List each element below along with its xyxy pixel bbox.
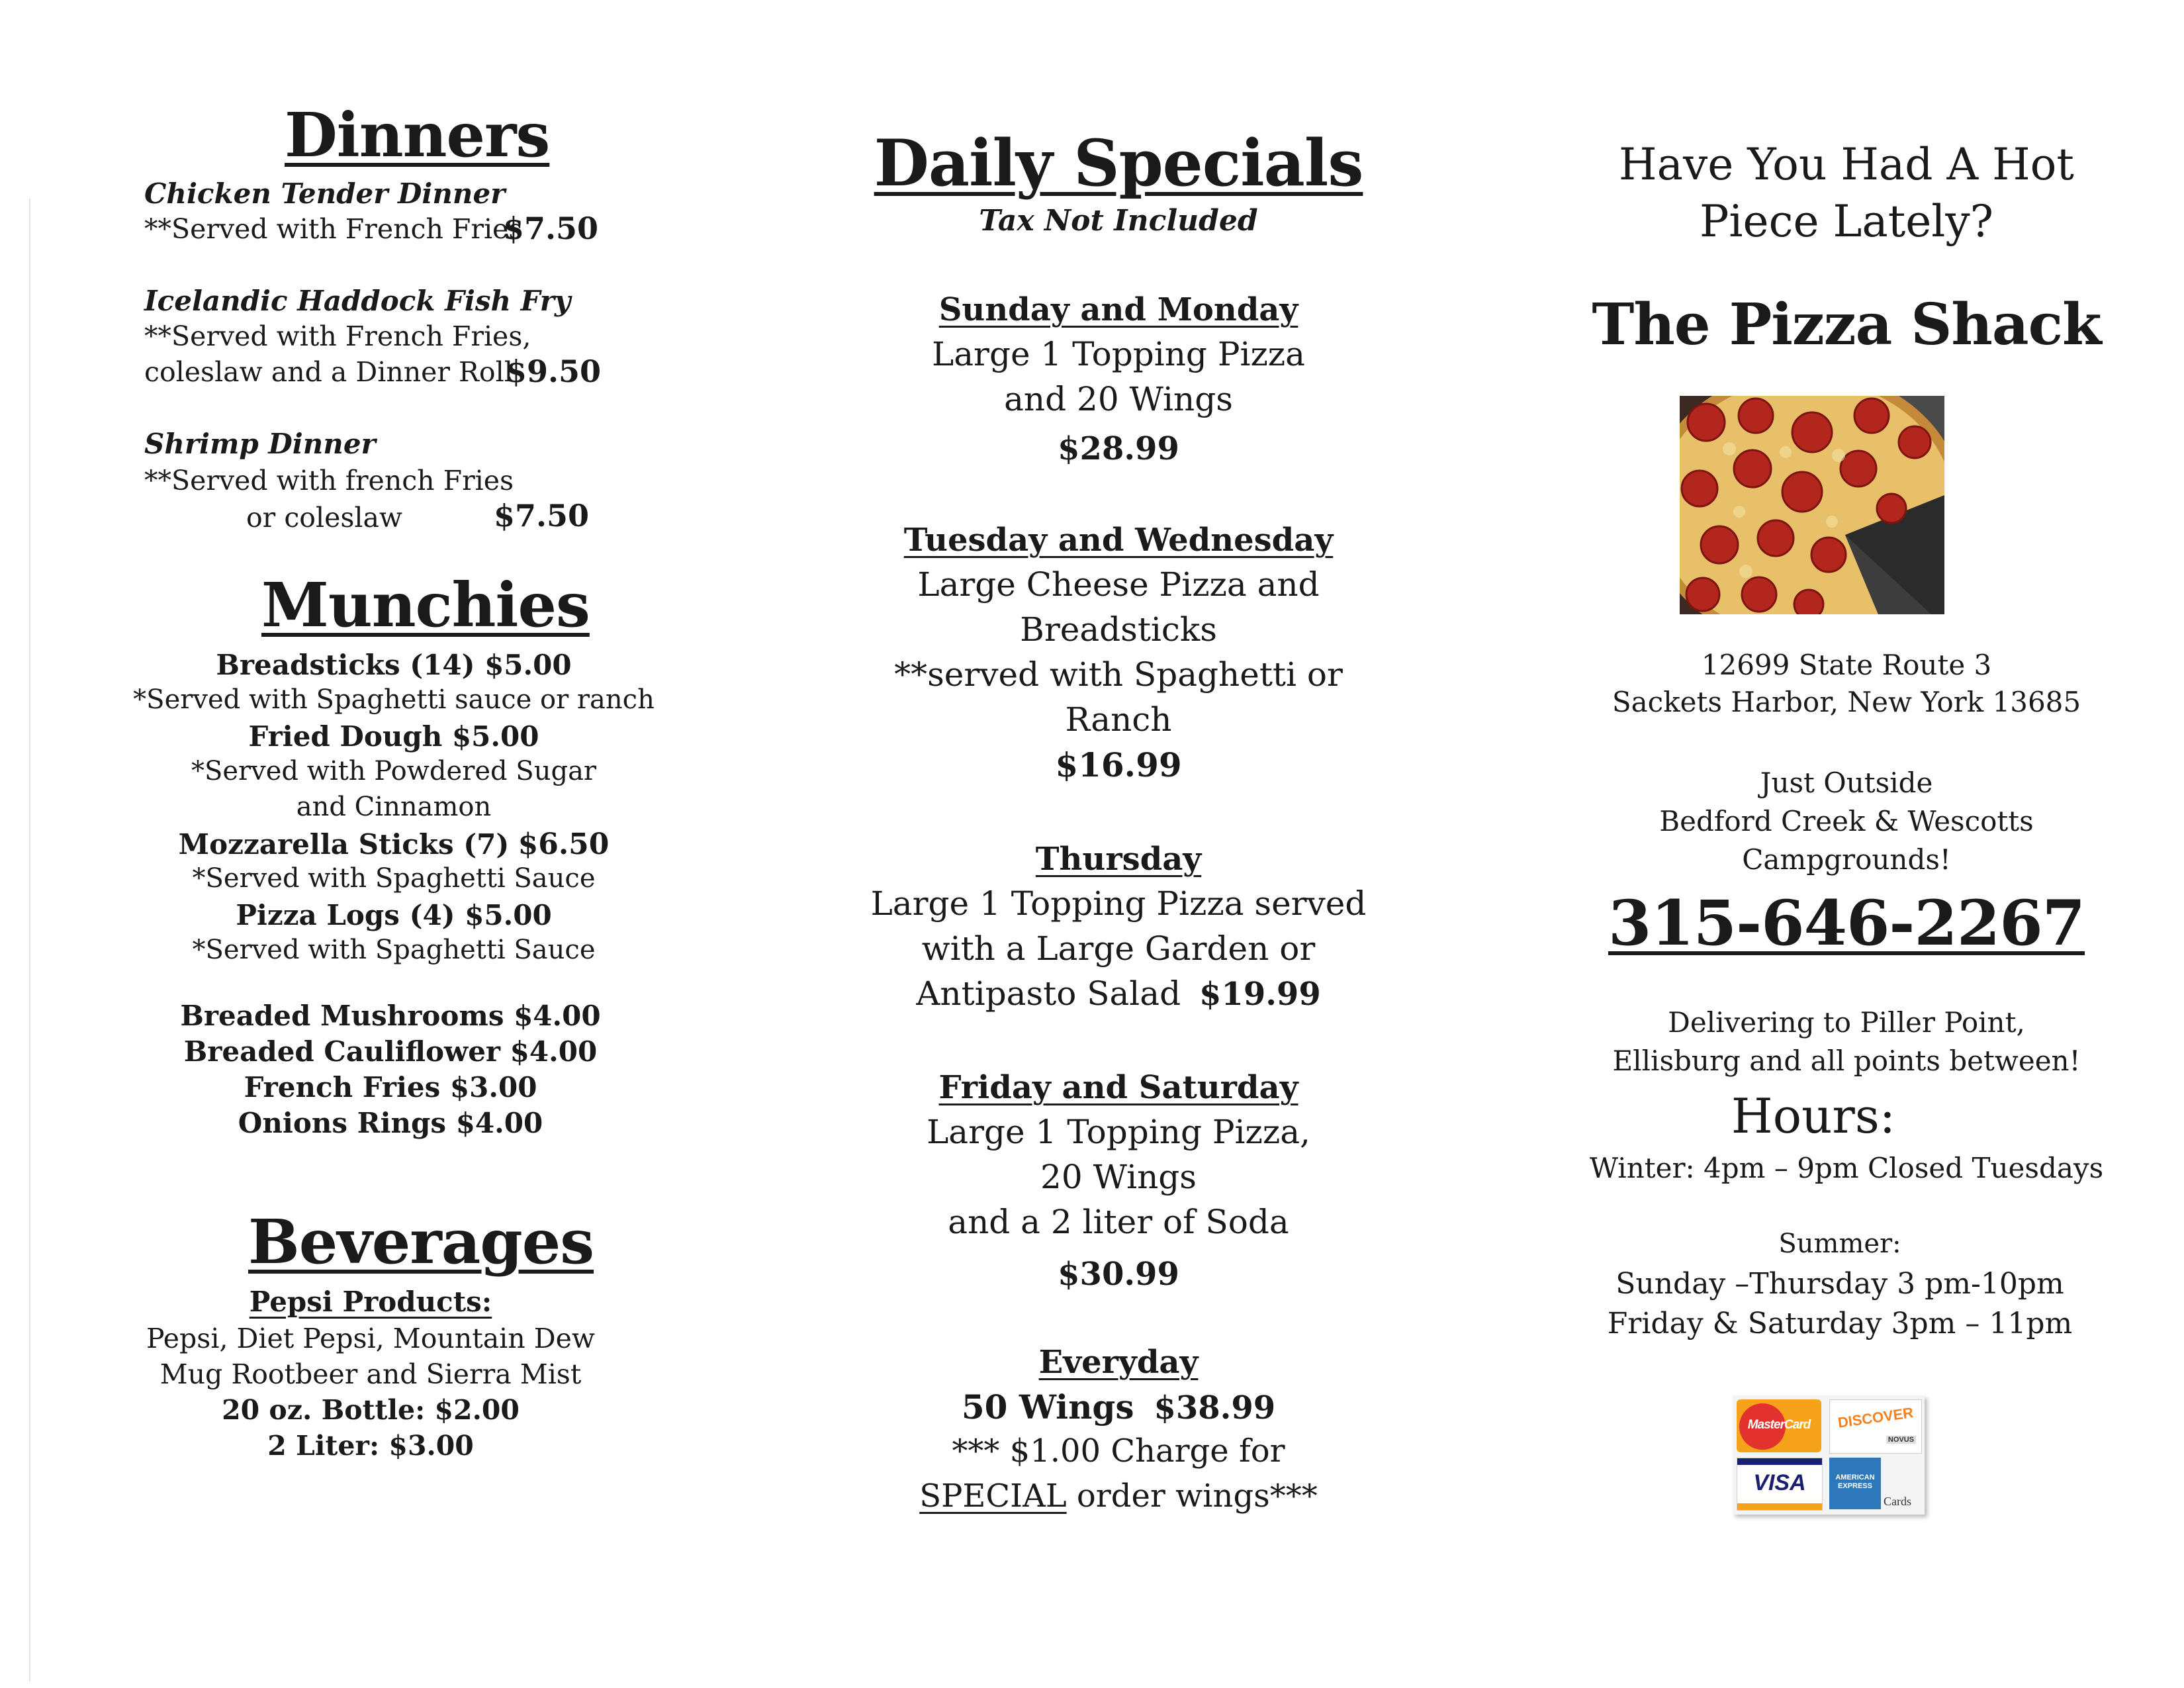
special-thursday <box>788 841 1449 1013</box>
dinner-item-name: Shrimp Dinner <box>144 428 376 460</box>
middle-panel <box>788 0 1449 1688</box>
special-tuesday-wednesday <box>788 522 1449 784</box>
special-line: Large Cheese Pizza and <box>917 565 1320 604</box>
munchies-item: Mozzarella Sticks (7) <box>178 828 510 861</box>
munchies-list <box>0 649 788 970</box>
special-everyday <box>788 1344 1449 1515</box>
payment-cards <box>1733 1395 1925 1515</box>
special-line: and 20 Wings <box>1004 380 1233 418</box>
dinner-item-desc: **Served with French Fries, <box>144 320 531 352</box>
munchies-note: *Served with Spaghetti Sauce <box>192 863 596 894</box>
munchies-item: Breadsticks (14) $5.00 <box>216 649 572 681</box>
special-day: Thursday <box>1035 841 1202 878</box>
special-line: Ranch <box>1065 700 1172 739</box>
special-line: with a Large Garden or <box>921 929 1316 968</box>
special-item: 50 Wings <box>961 1387 1134 1427</box>
phone-number: 315-646-2267 <box>1608 887 2085 960</box>
munchies-side-item: Onions Rings $4.00 <box>238 1107 543 1139</box>
dinner-item-desc: or coleslaw <box>246 502 403 534</box>
munchies-note: *Served with Powdered Sugar <box>191 756 597 786</box>
special-note: order wings*** <box>1076 1477 1318 1515</box>
dinner-item-price: $7.50 <box>503 211 599 246</box>
summer-hours: Sunday –Thursday 3 pm-10pm <box>1615 1267 2064 1301</box>
delivery-line: Ellisburg and all points between! <box>1612 1045 2081 1077</box>
special-line: 20 Wings <box>1040 1158 1197 1196</box>
summer-heading: Summer: <box>1778 1229 1901 1259</box>
special-line: Breadsticks <box>1020 610 1217 649</box>
special-price: $28.99 <box>1058 430 1179 467</box>
munchies-note: *Served with Spaghetti sauce or ranch <box>133 684 655 715</box>
tagline-line: Piece Lately? <box>1699 196 1994 247</box>
munchies-sides <box>0 1000 781 1143</box>
special-sunday-monday <box>788 291 1449 467</box>
address-line: 12699 State Route 3 <box>1701 649 1992 681</box>
special-price: $30.99 <box>1058 1256 1179 1293</box>
munchies-item-price: $6.50 <box>518 827 610 861</box>
munchies-item-row <box>0 827 788 863</box>
special-day: Tuesday and Wednesday <box>903 522 1334 559</box>
location-line: Campgrounds! <box>1742 843 1951 876</box>
shop-name: The Pizza Shack <box>1592 291 2101 358</box>
special-line-row <box>788 974 1449 1013</box>
special-line: and a 2 liter of Soda <box>948 1203 1289 1241</box>
beverages-line: Pepsi, Diet Pepsi, Mountain Dew <box>146 1323 595 1354</box>
dinner-item-name: Icelandic Haddock Fish Fry <box>144 285 571 317</box>
special-price: $19.99 <box>1199 976 1321 1013</box>
munchies-note: *Served with Spaghetti Sauce <box>192 935 596 965</box>
delivery-line: Delivering to Piller Point, <box>1668 1006 2025 1039</box>
dinner-item-desc: **Served with French Fries <box>144 213 523 245</box>
cards-label: Cards <box>1884 1495 1911 1508</box>
special-everyday-row <box>788 1387 1449 1432</box>
special-note: *** $1.00 Charge for <box>952 1432 1285 1470</box>
beverages-price: 2 Liter: $3.00 <box>267 1430 474 1462</box>
dinner-item-price: $7.50 <box>494 498 590 534</box>
special-note-row <box>788 1477 1449 1515</box>
special-line: Large 1 Topping Pizza, <box>927 1113 1310 1151</box>
dinner-item-price: $9.50 <box>506 353 602 389</box>
hours-heading: Hours: <box>1731 1088 1896 1144</box>
special-day: Friday and Saturday <box>938 1069 1298 1106</box>
pizza-photo <box>1680 396 1944 614</box>
mastercard-logo: MasterCard <box>1737 1399 1821 1452</box>
location-line: Just Outside <box>1760 767 1933 799</box>
discover-logo: DISCOVER NOVUS <box>1829 1399 1922 1454</box>
beverages-list <box>0 1286 741 1466</box>
specials-subheading: Tax Not Included <box>979 204 1258 238</box>
special-friday-saturday <box>788 1069 1449 1293</box>
dinner-item-desc: coleslaw and a Dinner Roll <box>144 356 513 388</box>
location-line: Bedford Creek & Wescotts <box>1659 805 2034 837</box>
beverages-line: Mug Rootbeer and Sierra Mist <box>159 1358 582 1390</box>
munchies-note: and Cinnamon <box>296 792 492 822</box>
special-price: $16.99 <box>1055 745 1182 784</box>
amex-logo: AMERICAN EXPRESS <box>1829 1458 1881 1509</box>
right-panel <box>1542 0 2151 1688</box>
beverages-price: 20 oz. Bottle: $2.00 <box>222 1394 520 1426</box>
special-line: **served with Spaghetti or <box>894 655 1343 694</box>
munchies-heading: Munchies <box>261 569 590 641</box>
munchies-item: Fried Dough $5.00 <box>248 720 539 753</box>
special-note-emphasis: SPECIAL <box>919 1477 1067 1515</box>
munchies-side-item: Breaded Cauliflower $4.00 <box>183 1035 598 1068</box>
address-line: Sackets Harbor, New York 13685 <box>1612 686 2081 718</box>
special-line: Large 1 Topping Pizza served <box>870 884 1367 923</box>
winter-hours: Winter: 4pm – 9pm Closed Tuesdays <box>1589 1152 2104 1184</box>
specials-heading: Daily Specials <box>874 126 1363 201</box>
beverages-heading: Beverages <box>248 1206 594 1278</box>
special-day: Sunday and Monday <box>938 291 1298 328</box>
special-day: Everyday <box>1038 1344 1199 1381</box>
summer-hours: Friday & Saturday 3pm – 11pm <box>1607 1307 2073 1340</box>
munchies-item: Pizza Logs (4) $5.00 <box>236 899 552 931</box>
dinners-heading: Dinners <box>285 99 550 171</box>
left-panel <box>0 0 728 1688</box>
munchies-side-item: Breaded Mushrooms $4.00 <box>180 1000 601 1032</box>
beverages-subheading: Pepsi Products: <box>249 1286 492 1318</box>
special-line: Antipasto Salad <box>916 974 1181 1013</box>
visa-logo: VISA <box>1737 1458 1823 1511</box>
tagline-line: Have You Had A Hot <box>1619 139 2074 190</box>
special-line: Large 1 Topping Pizza <box>932 335 1305 373</box>
special-price: $38.99 <box>1154 1389 1276 1427</box>
dinner-item-name: Chicken Tender Dinner <box>144 177 506 210</box>
dinner-item-desc: **Served with french Fries <box>144 465 514 496</box>
munchies-side-item: French Fries $3.00 <box>244 1071 537 1103</box>
